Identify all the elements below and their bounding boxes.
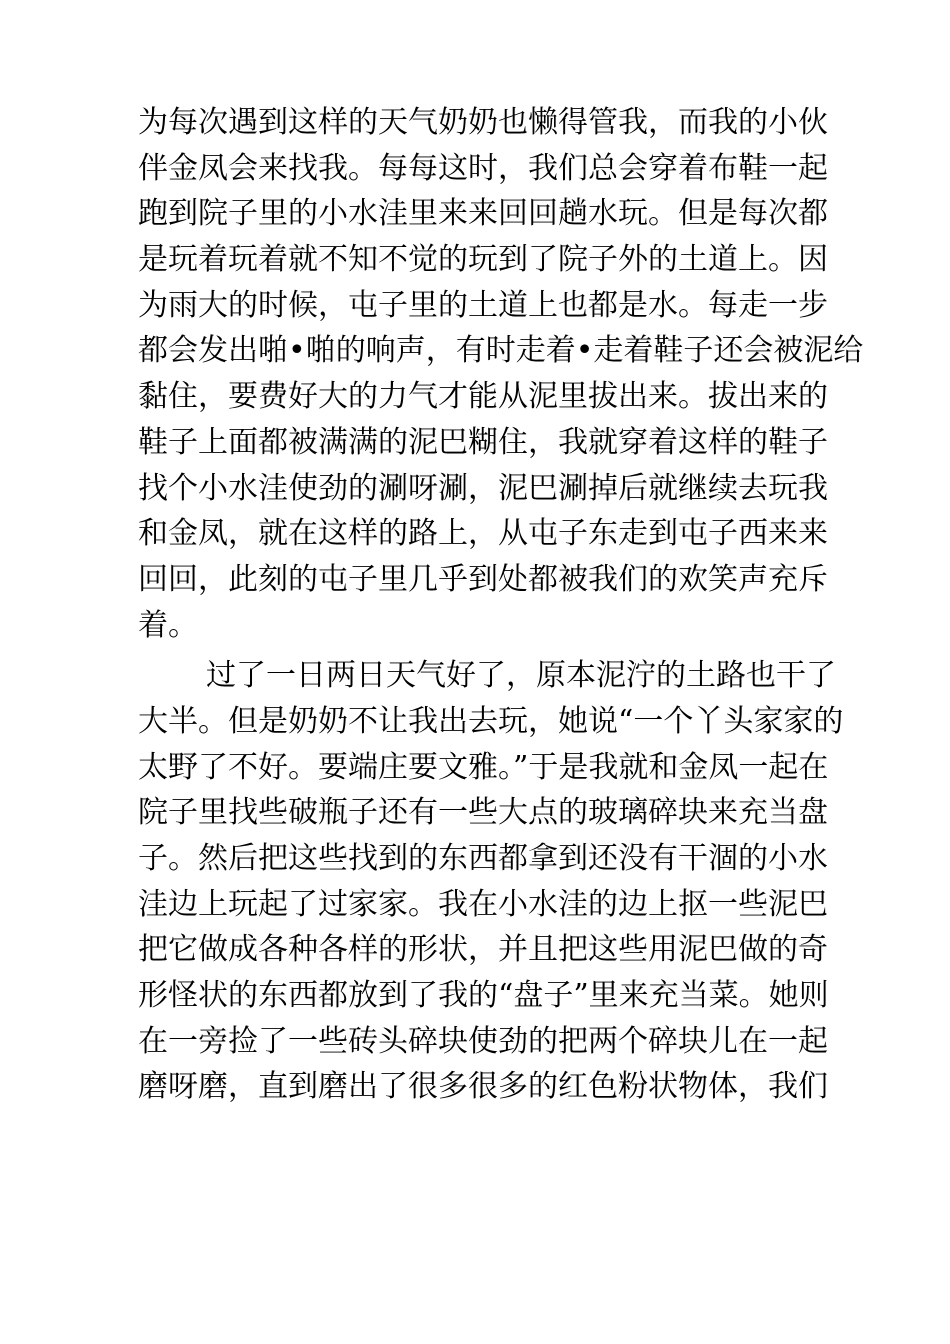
text-line: 为每次遇到这样的天气奶奶也懒得管我，而我的小伙 (138, 105, 828, 140)
text-line: 黏住，要费好大的力气才能从泥里拔出来。拔出来的 (138, 379, 828, 415)
text-line: 和金凤，就在这样的路上，从屯子东走到屯子西来来 (138, 516, 828, 552)
text-line: 是玩着玩着就不知不觉的玩到了院子外的土道上。因 (138, 242, 828, 278)
text-line: 把它做成各种各样的形状，并且把这些用泥巴做的奇 (138, 932, 828, 968)
text-line: 磨呀磨，直到磨出了很多很多的红色粉状物体，我们 (138, 1069, 828, 1105)
paragraph-1 (138, 100, 864, 648)
text-line: 形怪状的东西都放到了我的“盘子”里来充当菜。她则 (138, 978, 829, 1014)
text-line: 回回，此刻的屯子里几乎到处都被我们的欢笑声充斥 (138, 561, 828, 597)
text-line: 洼边上玩起了过家家。我在小水洼的边上抠一些泥巴 (138, 886, 828, 922)
text-line: 找个小水洼使劲的涮呀涮，泥巴涮掉后就继续去玩我 (138, 470, 828, 506)
text-line: 着。 (138, 607, 198, 643)
text-line: 太野了不好。要端庄要文雅。”于是我就和金凤一起在 (138, 749, 829, 785)
text-line: 伴金凤会来找我。每每这时，我们总会穿着布鞋一起 (138, 150, 828, 186)
document-page (138, 100, 864, 1110)
text-line: 都会发出啪•啪的响声，有时走着•走着鞋子还会被泥给 (138, 333, 864, 369)
text-line: 过了一日两日天气好了，原本泥泞的土路也干了 (206, 658, 836, 694)
text-line: 为雨大的时候，屯子里的土道上也都是水。每走一步 (138, 287, 828, 323)
paragraph-2 (138, 653, 844, 1110)
text-line: 在一旁捡了一些砖头碎块使劲的把两个碎块儿在一起 (138, 1023, 828, 1059)
text-line: 跑到院子里的小水洼里来来回回趟水玩。但是每次都 (138, 196, 828, 232)
text-line: 大半。但是奶奶不让我出去玩，她说“一个丫头家家的 (138, 703, 844, 739)
text-line: 鞋子上面都被满满的泥巴糊住，我就穿着这样的鞋子 (138, 424, 828, 460)
text-line: 子。然后把这些找到的东西都拿到还没有干涸的小水 (138, 841, 828, 876)
text-line: 院子里找些破瓶子还有一些大点的玻璃碎块来充当盘 (138, 795, 828, 831)
